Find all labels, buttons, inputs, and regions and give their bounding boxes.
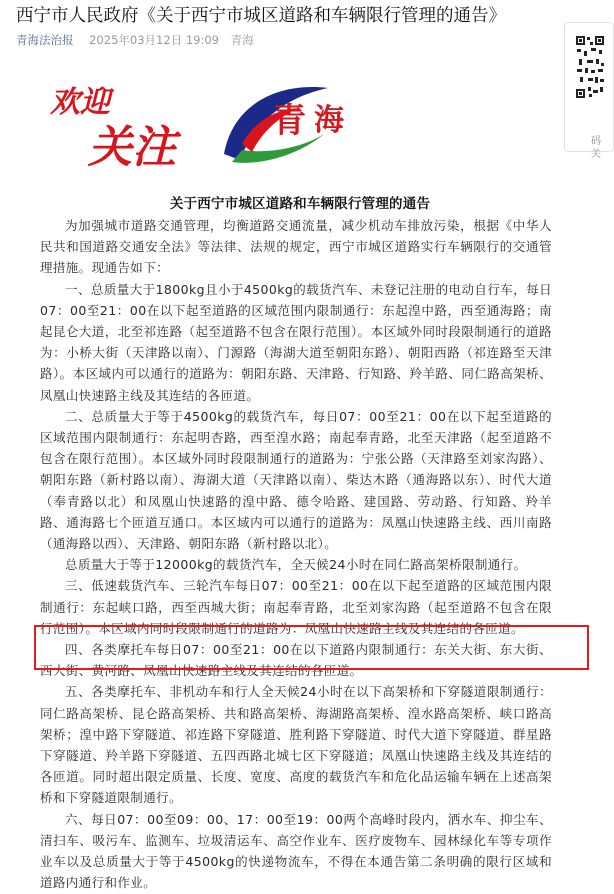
notice-body — [40, 215, 552, 894]
side-card-text: 码 关 — [591, 136, 601, 160]
notice-paragraph-3: 三、低速载货汽车、三轮汽车每日07：00至21：00在以下起至道路的区域范围内限制通行：东起峡口路，西至西城大街；南起奉青路，北至刘家沟路（起至道路不包含在限行范围）。本区域内同时段限制通行的道路为：凤凰山快速路主线及其连结的各匝道。 — [40, 578, 552, 636]
notice-paragraph-6: 六、每日07：00至09：00、17：00至19：00两个高峰时段内，洒水车、抑尘车、清扫车、吸污车、监测车、垃圾清运车、高空作业车、医疗废物车、园林绿化车等专项作业车以及总质量大于等于4500kg的快递物流车，不得在本通告第二条明确的限行区域和道路内通行和作业。 — [40, 811, 552, 891]
publish-date: 2025年03月12日 19:09 — [89, 33, 219, 47]
notice-paragraph-1: 一、总质量大于1800kg且小于4500kg的载货汽车、未登记注册的电动自行车，每日07：00至21：00在以下起至道路的区域范围内限制通行：东起湟中路，西至通海路；南起昆仑大道，北至祁连路（起至道路不包含在限行范围）。本区域外同时段限制通行的道路为：小桥大街（天津路以南）、门源路（海湖大道至朝阳东路）、朝阳西路（祁连路至天津路）。本区域内可以通行的道路为：朝阳东路、天津路、行知路、羚羊路、同仁路高架桥、凤凰山快速路主线及其连结的各匝道。 — [40, 281, 552, 403]
notice-paragraph-5: 五、各类摩托车、非机动车和行人全天候24小时在以下高架桥和下穿隧道限制通行：同仁路高架桥、昆仑路高架桥、共和路高架桥、海湖路高架桥、湟水路高架桥、峡口路高架桥；湟中路下穿隧道、祁连路下穿隧道、胜利路下穿隧道、时代大道下穿隧道、群星路下穿隧道、羚羊路下穿隧道、五四西路北城七区下穿隧道；凤凰山快速路主线及其连结的各匝道。同时超出限定质量、长度、宽度、高度的载货汽车和危化品运输车辆在上述高架桥和下穿隧道限制通行。 — [40, 684, 552, 806]
notice-paragraph-intro: 为加强城市道路交通管理，均衡道路交通流量，减少机动车排放污染，根据《中华人民共和国道路交通安全法》等法律、法规的规定，西宁市城区道路实行车辆限行的交通管理措施。现通告如下： — [40, 218, 552, 276]
notice-heading: 关于西宁市城区道路和车辆限行管理的通告 — [169, 196, 431, 212]
notice-paragraph-2b: 总质量大于等于12000kg的载货汽车，全天候24小时在同仁路高架桥限制通行。 — [65, 557, 527, 573]
account-name-link[interactable]: 青海法治报 — [16, 33, 74, 47]
banner-follow-text: 关注 — [88, 122, 176, 173]
notice-paragraph-4: 四、各类摩托车每日07：00至21：00在以下道路内限制通行：东关大街、东大街、西大街、黄河路、凤凰山快速路主线及其连结的各匝道。 — [40, 642, 552, 679]
qr-side-card[interactable] — [564, 22, 614, 160]
article-title: 西宁市人民政府《关于西宁市城区道路和车辆限行管理的通告》 — [16, 6, 506, 26]
banner-welcome-text: 欢迎 — [50, 85, 110, 120]
notice-paragraph-2: 二、总质量大于等于4500kg的载货汽车，每日07：00至21：00在以下起至道路的区域范围内限制通行：东起明杏路，西至湟水路；南起奉青路，北至天津路（起至道路不包含在限行范围）。本区域外同时段限制通行的道路为：宁张公路（天津路至刘家沟路）、朝阳东路（新村路以南）、海湖大道（天津路以南）、柴达木路（通海路以东）、时代大道（奉青路以北）和凤凰山快速路的湟中路、德令哈路、建国路、劳动路、行知路、羚羊路、通海路七个匝道互通口。本区域内可以通行的道路为：凤凰山快速路主线、西川南路（通海路以西）、天津路、朝阳东路（新村路以北）。 — [40, 408, 552, 552]
welcome-banner — [28, 74, 428, 176]
article-meta — [16, 32, 254, 48]
banner-hai-text: 海 — [314, 103, 344, 138]
publish-location: 青海 — [230, 33, 254, 47]
qr-code-icon — [575, 35, 605, 99]
banner-qing-text: 青 — [272, 101, 306, 141]
